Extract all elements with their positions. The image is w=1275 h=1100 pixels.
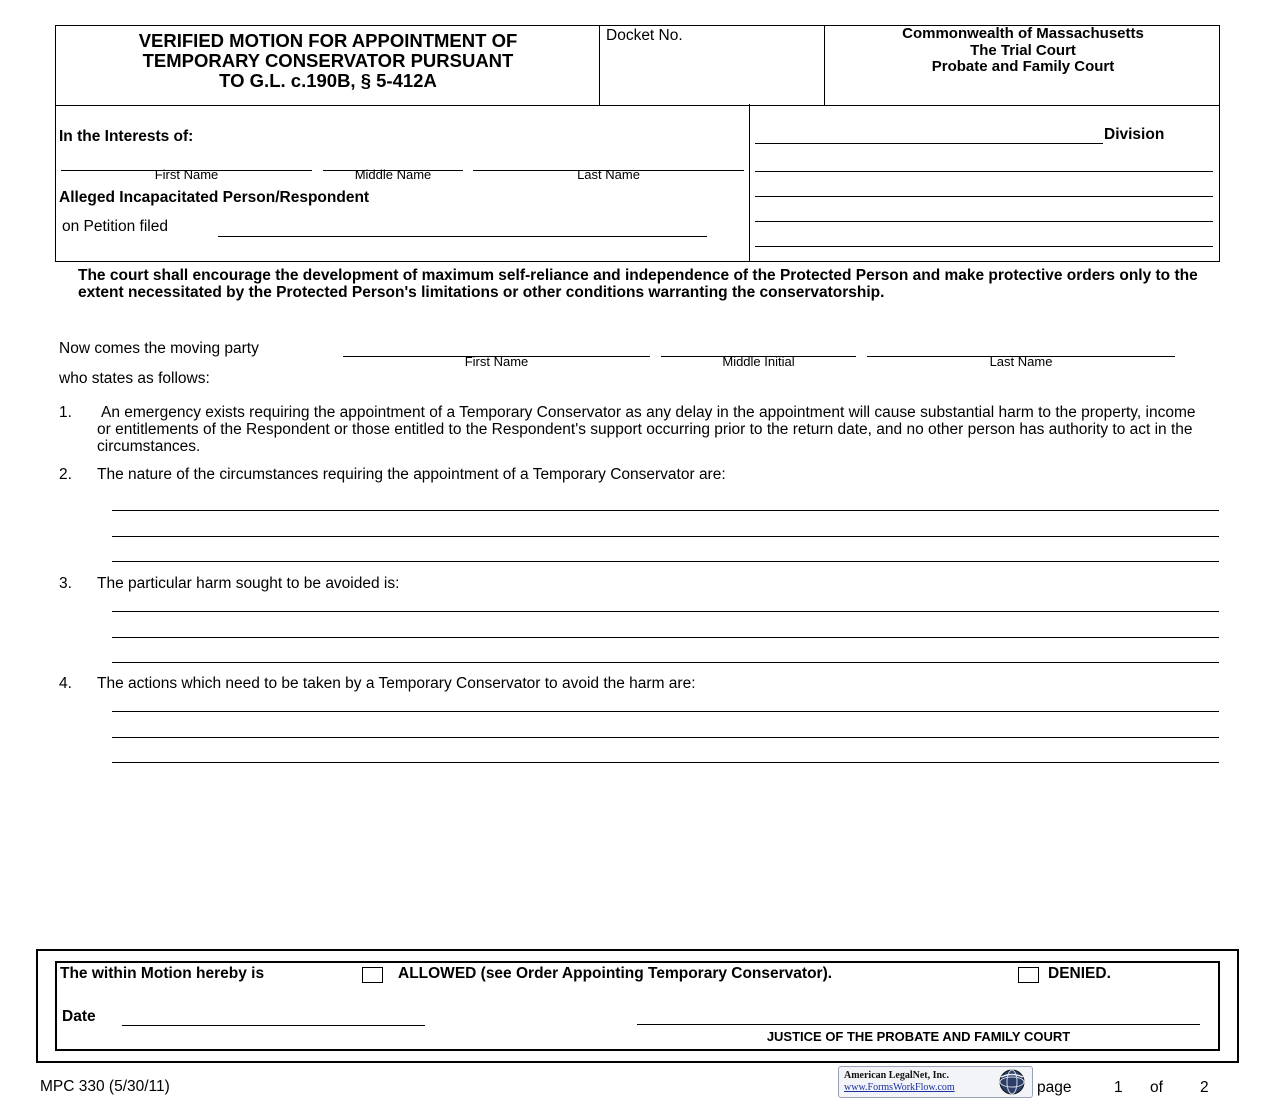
- item-2-answer-line-3[interactable]: [112, 561, 1219, 562]
- page-total: 2: [1200, 1079, 1209, 1096]
- item-4-text: The actions which need to be taken by a Temporary Conservator to avoid the harm are:: [97, 675, 696, 692]
- form-title-line-2: TEMPORARY CONSERVATOR PURSUANT: [142, 50, 514, 71]
- division-line-3[interactable]: [755, 221, 1213, 222]
- middle-name-label: Middle Name: [354, 167, 432, 182]
- moving-party-label: Now comes the moving party: [59, 340, 259, 357]
- division-line-1[interactable]: [755, 171, 1213, 172]
- states-as-follows: who states as follows:: [59, 370, 210, 387]
- denied-label: DENIED.: [1048, 965, 1111, 982]
- last-name-label: Last Name: [577, 167, 640, 182]
- petition-filed-date-field[interactable]: [218, 236, 707, 237]
- allowed-label: ALLOWED (see Order Appointing Temporary Conservator).: [398, 965, 833, 982]
- allowed-checkbox[interactable]: [362, 967, 383, 983]
- order-prefix: The within Motion hereby is: [60, 965, 265, 982]
- interests-divider: [749, 104, 750, 262]
- denied-checkbox[interactable]: [1018, 967, 1039, 983]
- division-name-field[interactable]: [755, 143, 1103, 144]
- moving-party-middle-initial-label: Middle Initial: [722, 354, 795, 369]
- court-line-3: Probate and Family Court: [931, 58, 1115, 75]
- item-4-answer-line-3[interactable]: [112, 762, 1219, 763]
- date-label: Date: [62, 1008, 96, 1025]
- item-3-answer-line-1[interactable]: [112, 611, 1219, 612]
- item-2-answer-line-2[interactable]: [112, 536, 1219, 537]
- petition-filed-label: on Petition filed: [62, 218, 168, 235]
- interests-heading: In the Interests of:: [59, 128, 194, 145]
- moving-party-last-name-label: Last Name: [989, 354, 1053, 369]
- item-2-answer-line-1[interactable]: [112, 510, 1219, 511]
- item-3-answer-line-2[interactable]: [112, 637, 1219, 638]
- header-divider-2: [824, 25, 825, 105]
- docket-label: Docket No.: [606, 27, 683, 44]
- vendor-logo-url: www.FormsWorkFlow.com: [844, 1082, 955, 1093]
- item-3-text: The particular harm sought to be avoided is:: [97, 575, 400, 592]
- docket-number-field[interactable]: [602, 48, 820, 100]
- globe-icon: [995, 1068, 1029, 1096]
- notice-text: The court shall encourage the development of maximum self-reliance and independence of the Protected Person and make protective orders only to the extent necessitated by the Protected Person's limitations or other conditions warranting the conservatorship.: [78, 267, 1198, 301]
- first-name-label: First Name: [154, 167, 219, 182]
- item-2-text: The nature of the circumstances requiring the appointment of a Temporary Conservator are:: [97, 466, 726, 483]
- court-line-2: The Trial Court: [970, 41, 1076, 59]
- item-4-number: 4.: [59, 675, 72, 692]
- justice-label: JUSTICE OF THE PROBATE AND FAMILY COURT: [766, 1029, 1071, 1044]
- item-3-number: 3.: [59, 575, 72, 592]
- page-number: 1: [1114, 1079, 1123, 1096]
- item-2-number: 2.: [59, 466, 72, 483]
- item-1-number: 1.: [59, 404, 72, 421]
- justice-signature-field[interactable]: [637, 1024, 1200, 1025]
- interests-box: [55, 104, 1220, 262]
- court-line-1: Commonwealth of Massachusetts: [902, 25, 1144, 42]
- vendor-logo[interactable]: [838, 1066, 1033, 1098]
- form-title-line-1: VERIFIED MOTION FOR APPOINTMENT OF: [138, 30, 518, 51]
- vendor-logo-name: American LegalNet, Inc.: [844, 1070, 949, 1081]
- item-4-answer-line-1[interactable]: [112, 711, 1219, 712]
- item-3-answer-line-3[interactable]: [112, 662, 1219, 663]
- form-title: [58, 31, 598, 91]
- court-name: [827, 26, 1219, 76]
- item-1-text: An emergency exists requiring the appointment of a Temporary Conservator as any delay in the appointment will cause substantial harm to the property, income or entitlements of the Respondent or those entitled to the Respondent's support occurring prior to the return date, and no other person has authority to act in the circumstances.: [97, 404, 1196, 455]
- form-id: MPC 330 (5/30/11): [40, 1078, 170, 1095]
- header-divider-1: [599, 25, 600, 105]
- division-line-2[interactable]: [755, 196, 1213, 197]
- order-date-field[interactable]: [122, 1025, 425, 1026]
- respondent-label: Alleged Incapacitated Person/Respondent: [59, 189, 370, 206]
- item-4-answer-line-2[interactable]: [112, 737, 1219, 738]
- form-title-line-3: TO G.L. c.190B, § 5-412A: [219, 70, 437, 91]
- of-label: of: [1150, 1079, 1163, 1096]
- division-label: Division: [1104, 126, 1165, 143]
- division-line-4[interactable]: [755, 246, 1213, 247]
- page-label: page: [1037, 1079, 1072, 1096]
- moving-party-first-name-label: First Name: [464, 354, 529, 369]
